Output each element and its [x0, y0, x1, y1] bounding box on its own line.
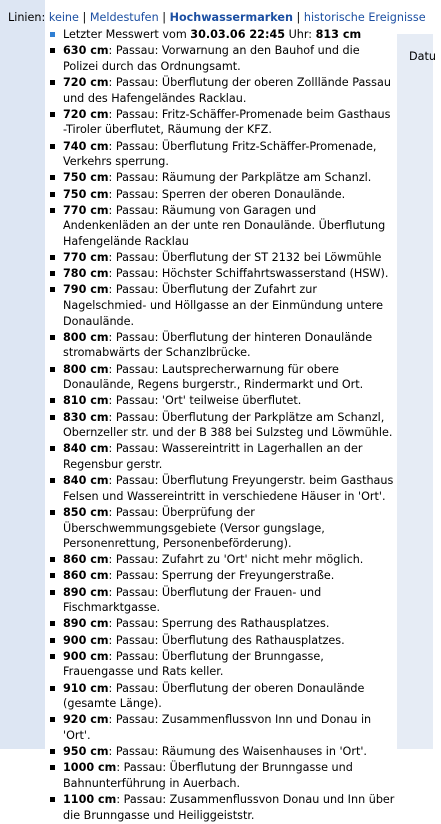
flood-mark-level: 800 cm [63, 330, 109, 344]
flood-mark-item [45, 505, 397, 552]
flood-mark-text: : Passau: Überflutung der Zufahrt zur Nagelschmied- und Höllgasse an der Einmündung untere Donaulände. [63, 283, 383, 328]
left-sidebar-panel [0, 0, 45, 749]
flood-mark-item [45, 139, 397, 170]
flood-mark-text: : Passau: Überflutung der Brunngasse und Bahnunterführung in Auerbach. [63, 761, 353, 790]
flood-mark-item [45, 330, 397, 361]
flood-mark-level: 1100 cm [63, 793, 117, 807]
flood-mark-item [45, 107, 397, 138]
flood-mark-level: 750 cm [63, 187, 109, 201]
flood-mark-level: 770 cm [63, 251, 109, 265]
flood-mark-item [45, 362, 397, 393]
flood-mark-item [45, 473, 397, 504]
flood-mark-text: : Passau: Sperrung der Freyungerstraße. [108, 569, 335, 583]
bullet-icon [50, 48, 55, 53]
flood-mark-item [45, 712, 397, 743]
flood-mark-item [45, 43, 397, 74]
flood-mark-item [45, 585, 397, 616]
flood-mark-text: : Passau: Überflutung der Frauen- und Fischmarktgasse. [63, 585, 322, 615]
flood-mark-level: 950 cm [63, 745, 109, 759]
line-filter-bar [0, 10, 441, 26]
flood-mark-text: : Passau: Überflutung Freyungerstr. beim Gasthaus Felsen und Wassereintritt in verschiedene Häuser in 'Ort'. [63, 474, 394, 503]
flood-mark-level: 890 cm [63, 617, 109, 631]
bullet-icon [50, 415, 55, 420]
bullet-icon [50, 638, 55, 643]
line-filter-link-meldestufen[interactable]: Meldestufen [89, 11, 159, 24]
flood-mark-level: 740 cm [63, 139, 109, 153]
flood-mark-level: 850 cm [63, 505, 109, 519]
bullet-icon [50, 510, 55, 515]
right-panel [397, 34, 433, 749]
flood-mark-text: : Passau: Zusammenflussvon Donau und Inn über die Brunngasse und Heiliggeiststr. [63, 793, 395, 822]
flood-mark-level: 900 cm [63, 649, 109, 663]
bullet-icon [50, 335, 55, 340]
latest-text-prefix: Letzter Messwert vom [63, 28, 191, 41]
flood-mark-text: : Passau: Überflutung Fritz-Schäffer-Promenade, Verkehrs sperrung. [63, 139, 377, 169]
flood-mark-text: : Passau: Überflutung der Parkplätze am Schanzl, Obernzeller str. und der B 388 bei Sulzsteg und Löwmühle. [63, 410, 393, 440]
flood-mark-text: : Passau: 'Ort' teilweise überflutet. [108, 394, 302, 408]
flood-mark-level: 910 cm [63, 681, 109, 695]
bullet-icon [50, 654, 55, 659]
right-panel-label: Datu [409, 50, 436, 63]
latest-measurement-item [45, 27, 397, 43]
flood-mark-level: 830 cm [63, 410, 109, 424]
flood-mark-level: 780 cm [63, 267, 109, 281]
flood-mark-item [45, 681, 397, 712]
flood-mark-text: : Passau: Fritz-Schäffer-Promenade beim Gasthaus -Tiroler überflutet, Räumung der KFZ. [63, 107, 391, 137]
flood-mark-item [45, 616, 397, 632]
flood-mark-text: : Passau: Überflutung der ST 2132 bei Löwmühle [108, 251, 382, 265]
bullet-icon [50, 398, 55, 403]
flood-mark-level: 860 cm [63, 569, 109, 583]
bullet-icon [50, 686, 55, 691]
flood-mark-item [45, 170, 397, 186]
flood-mark-level: 810 cm [63, 394, 109, 408]
flood-marks-list [45, 27, 397, 823]
bullet-icon [50, 192, 55, 197]
flood-mark-item [45, 441, 397, 472]
flood-mark-level: 920 cm [63, 713, 109, 727]
flood-mark-text: : Passau: Höchster Schiffahrtswasserstand (HSW). [108, 267, 389, 281]
flood-mark-level: 770 cm [63, 203, 109, 217]
flood-mark-text: : Passau: Vorwarnung an den Bauhof und die Polizei durch das Ordnungsamt. [63, 44, 360, 73]
flood-mark-text: : Passau: Überflutung des Rathausplatzes. [108, 633, 345, 647]
flood-mark-item [45, 552, 397, 568]
flood-mark-level: 720 cm [63, 75, 109, 89]
bullet-icon [50, 557, 55, 562]
line-filter-link-keine[interactable]: keine [48, 11, 79, 24]
flood-mark-level: 720 cm [63, 107, 109, 121]
bullet-icon [50, 80, 55, 85]
latest-date: 30.03.06 22:45 [190, 28, 286, 41]
flood-mark-item [45, 760, 397, 791]
flood-mark-level: 1000 cm [63, 761, 117, 775]
flood-mark-level: 900 cm [63, 633, 109, 647]
bullet-icon [50, 287, 55, 292]
flood-mark-item [45, 792, 397, 823]
bullet-icon [50, 717, 55, 722]
flood-mark-level: 840 cm [63, 442, 109, 456]
flood-mark-text: : Passau: Räumung von Garagen und Andenkenläden an der unte ren Donaulände. Überflutung Hafengelände Racklau [63, 203, 386, 248]
separator: | [162, 11, 167, 24]
line-filter-prefix: Linien: [8, 11, 46, 24]
flood-mark-text: : Passau: Wassereintritt in Lagerhallen an der Regensbur gerstr. [63, 442, 363, 471]
bullet-icon [50, 797, 55, 802]
flood-mark-text: : Passau: Überflutung der oberen Donaulände (gesamte Länge). [63, 681, 365, 711]
flood-mark-text: : Passau: Überprüfung der Überschwemmungsgebiete (Versor gungslage, Personenrettung, Personenbeförderung). [63, 505, 325, 551]
bullet-icon [50, 621, 55, 626]
flood-mark-item [45, 744, 397, 760]
flood-mark-item [45, 633, 397, 649]
flood-marks-content [45, 27, 397, 824]
flood-mark-level: 630 cm [63, 44, 109, 58]
flood-mark-item [45, 410, 397, 441]
flood-mark-text: : Passau: Sperrung des Rathausplatzes. [108, 617, 330, 631]
flood-mark-text: : Passau: Zusammenflussvon Inn und Donau in 'Ort'. [63, 713, 372, 742]
line-filter-link-historische-ereignisse[interactable]: historische Ereignisse [303, 11, 426, 24]
bullet-icon [50, 446, 55, 451]
bullet-icon [50, 749, 55, 754]
bullet-icon [50, 175, 55, 180]
flood-mark-level: 750 cm [63, 171, 109, 185]
flood-mark-level: 790 cm [63, 283, 109, 297]
bullet-icon [50, 573, 55, 578]
flood-mark-text: : Passau: Sperren der oberen Donaulände. [108, 187, 346, 201]
bullet-icon [50, 208, 55, 213]
bullet-icon [50, 367, 55, 372]
bullet-icon [50, 144, 55, 149]
flood-mark-item [45, 75, 397, 106]
line-filter-link-hochwassermarken[interactable]: Hochwassermarken [169, 11, 293, 24]
flood-mark-level: 840 cm [63, 474, 109, 488]
bullet-icon [50, 112, 55, 117]
latest-value: 813 cm [315, 28, 362, 41]
latest-text-mid: Uhr: [285, 28, 316, 41]
bullet-icon [50, 765, 55, 770]
flood-mark-item [45, 266, 397, 282]
bullet-icon [50, 478, 55, 483]
flood-mark-item [45, 393, 397, 409]
flood-mark-text: : Passau: Überflutung der Brunngasse, Frauengasse und Rats keller. [63, 649, 324, 679]
flood-mark-text: : Passau: Zufahrt zu 'Ort' nicht mehr möglich. [108, 553, 364, 567]
flood-mark-text: : Passau: Lautsprecherwarnung für obere Donaulände, Regens burgerstr., Rindermarkt und Ort. [63, 362, 364, 392]
separator: | [82, 11, 87, 24]
separator: | [296, 11, 301, 24]
flood-mark-item [45, 282, 397, 329]
flood-mark-level: 860 cm [63, 553, 109, 567]
flood-mark-item [45, 203, 397, 250]
flood-mark-text: : Passau: Überflutung der oberen Zolllände Passau und des Hafengeländes Racklau. [63, 75, 391, 105]
bullet-icon [50, 590, 55, 595]
flood-mark-item [45, 250, 397, 266]
flood-mark-level: 890 cm [63, 585, 109, 599]
flood-mark-text: : Passau: Überflutung der hinteren Donaulände stromabwärts der Schanzlbrücke. [63, 330, 373, 360]
flood-mark-text: : Passau: Räumung der Parkplätze am Schanzl. [108, 171, 372, 185]
bullet-icon [50, 32, 55, 37]
bullet-icon [50, 255, 55, 260]
flood-mark-level: 800 cm [63, 362, 109, 376]
bullet-icon [50, 271, 55, 276]
flood-mark-text: : Passau: Räumung des Waisenhauses in 'Ort'. [108, 745, 367, 759]
flood-mark-item [45, 187, 397, 203]
flood-mark-item [45, 649, 397, 680]
flood-mark-item [45, 568, 397, 584]
